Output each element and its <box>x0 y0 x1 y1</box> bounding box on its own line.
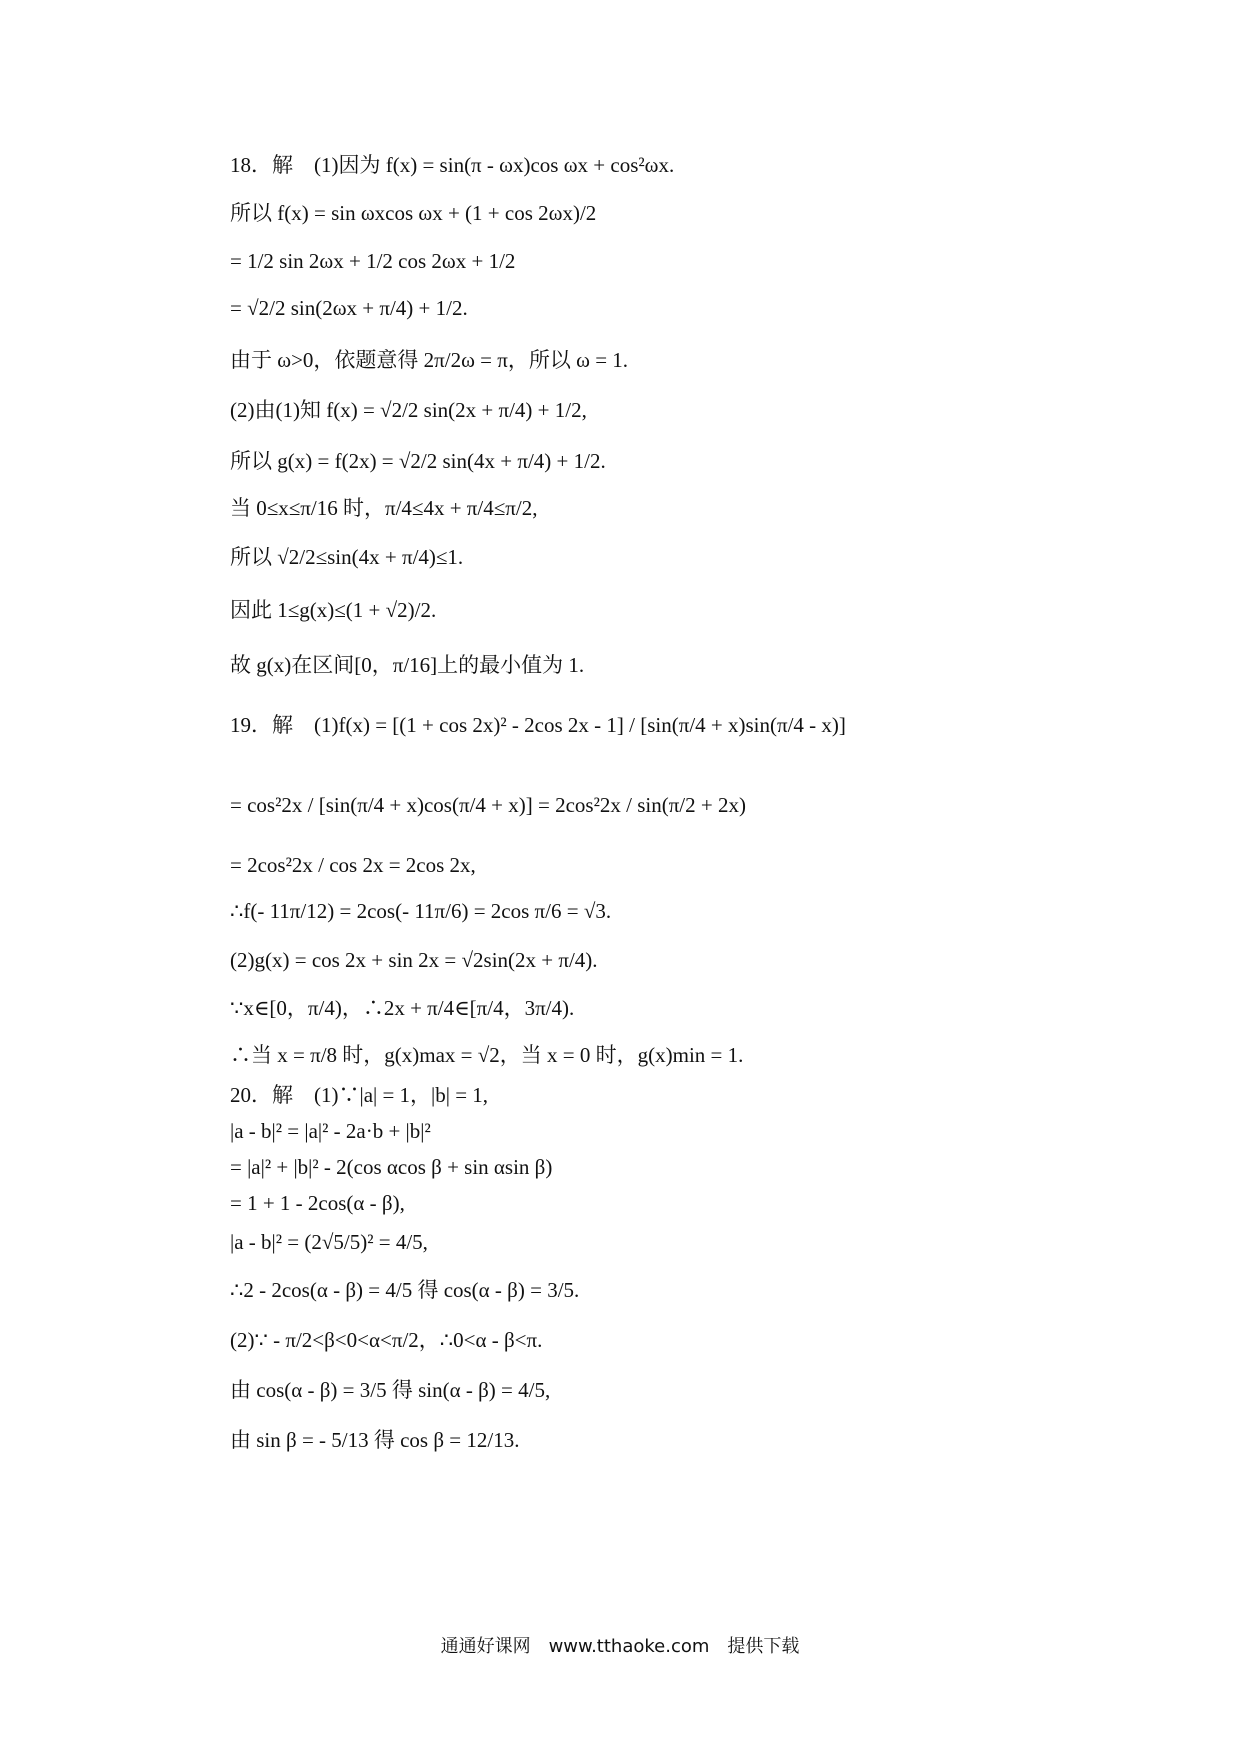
p20-line-8: 由 cos(α - β) = 3/5 得 sin(α - β) = 4/5, <box>230 1378 551 1402</box>
p19-line-4: ∴f(- 11π/12) = 2cos(- 11π/6) = 2cos π/6 = √3. <box>230 899 612 923</box>
p19-line-1: 19．解 (1)f(x) = [(1 + cos 2x)² - 2cos 2x - 1] / [sin(π/4 + x)sin(π/4 - x)] <box>230 713 846 737</box>
p18-line-2: 所以 f(x) = sin ωxcos ωx + (1 + cos 2ωx)/2 <box>230 201 597 225</box>
p20-line-1: 20．解 (1)∵|a| = 1，|b| = 1, <box>230 1083 489 1107</box>
footer-credit: 通通好课网 www.tthaoke.com 提供下载 <box>440 1636 800 1657</box>
p20-line-6: ∴2 - 2cos(α - β) = 4/5 得 cos(α - β) = 3/5. <box>230 1278 580 1302</box>
p20-line-2: |a - b|² = |a|² - 2a·b + |b|² <box>230 1119 431 1143</box>
p18-line-11: 故 g(x)在区间[0，π/16]上的最小值为 1. <box>230 653 585 677</box>
p20-line-7: (2)∵ - π/2<β<0<α<π/2，∴0<α - β<π. <box>230 1328 543 1352</box>
p20-line-5: |a - b|² = (2√5/5)² = 4/5, <box>230 1230 428 1254</box>
p19-line-7: ∴当 x = π/8 时，g(x)max = √2，当 x = 0 时，g(x)min = 1. <box>230 1043 744 1067</box>
p18-line-4: = √2/2 sin(2ωx + π/4) + 1/2. <box>230 296 468 320</box>
p18-line-9: 所以 √2/2≤sin(4x + π/4)≤1. <box>230 545 464 569</box>
p19-line-5: (2)g(x) = cos 2x + sin 2x = √2sin(2x + π/4). <box>230 948 598 972</box>
p20-line-3: = |a|² + |b|² - 2(cos αcos β + sin αsin β) <box>230 1155 553 1179</box>
p18-line-7: 所以 g(x) = f(2x) = √2/2 sin(4x + π/4) + 1/2. <box>230 449 606 473</box>
p18-line-8: 当 0≤x≤π/16 时，π/4≤4x + π/4≤π/2, <box>230 496 538 520</box>
p19-line-6: ∵x∈[0，π/4)，∴2x + π/4∈[π/4，3π/4). <box>230 996 575 1020</box>
p18-line-10: 因此 1≤g(x)≤(1 + √2)/2. <box>230 598 437 622</box>
p19-line-2: = cos²2x / [sin(π/4 + x)cos(π/4 + x)] = 2cos²2x / sin(π/2 + 2x) <box>230 793 746 817</box>
p20-line-9: 由 sin β = - 5/13 得 cos β = 12/13. <box>230 1428 520 1452</box>
p18-line-6: (2)由(1)知 f(x) = √2/2 sin(2x + π/4) + 1/2, <box>230 398 587 422</box>
p18-line-1: 18．解 (1)因为 f(x) = sin(π - ωx)cos ωx + cos²ωx. <box>230 153 675 177</box>
p19-line-3: = 2cos²2x / cos 2x = 2cos 2x, <box>230 853 476 877</box>
p18-line-5: 由于 ω>0，依题意得 2π/2ω = π，所以 ω = 1. <box>230 348 629 372</box>
p18-line-3: = 1/2 sin 2ωx + 1/2 cos 2ωx + 1/2 <box>230 249 516 273</box>
p20-line-4: = 1 + 1 - 2cos(α - β), <box>230 1191 405 1215</box>
